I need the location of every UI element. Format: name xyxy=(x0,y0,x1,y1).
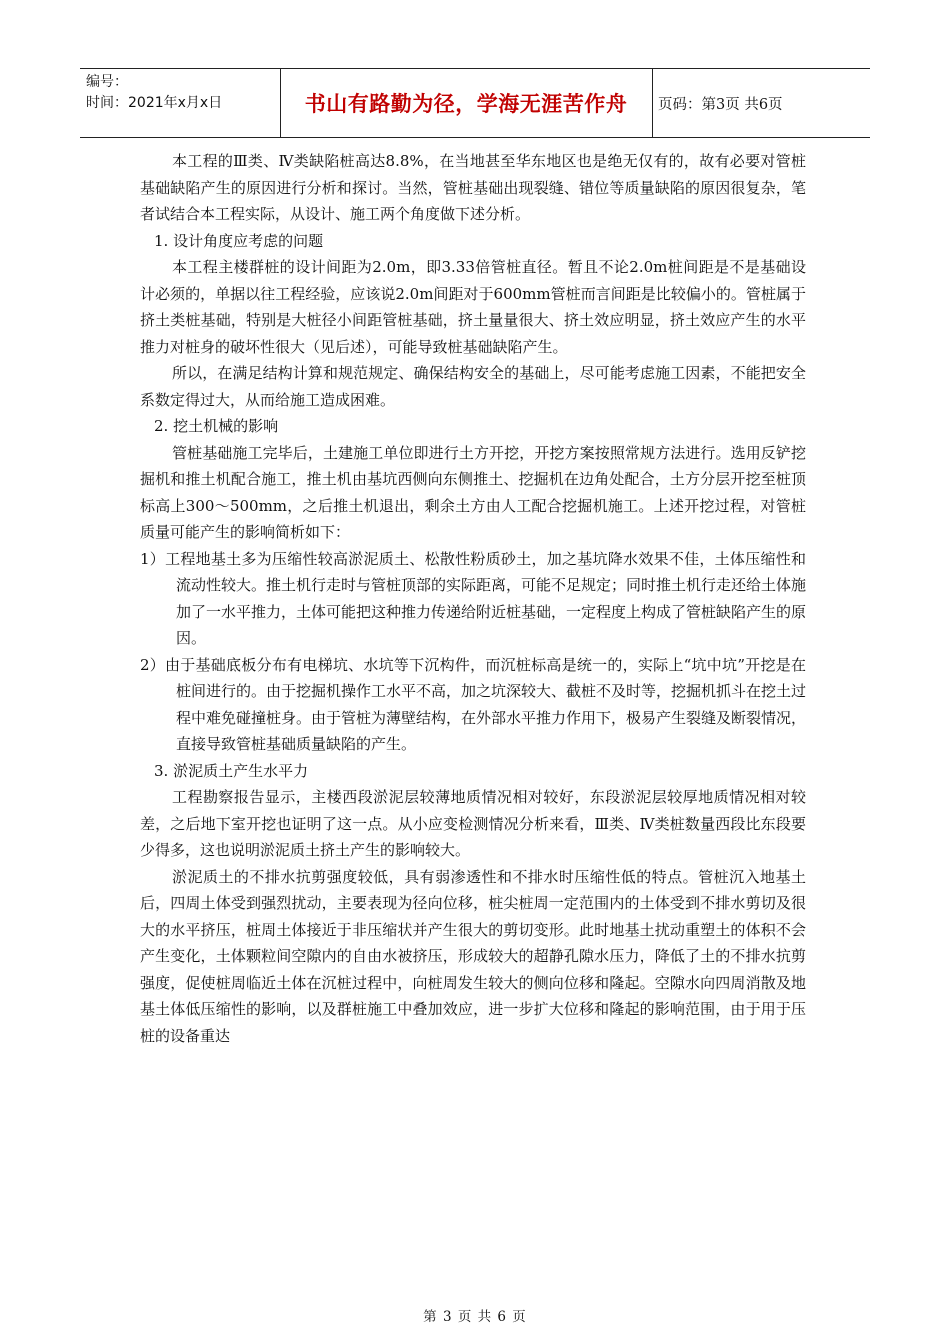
body-paragraph: 管桩基础施工完毕后，土建施工单位即进行土方开挖，开挖方案按照常规方法进行。选用反铲挖掘机和推土机配合施工，推土机由基坑西侧向东侧推土、挖掘机在边角处配合，土方分层开挖至桩顶标高上300～500mm，之后推土机退出，剩余土方由人工配合挖掘机施工。上述开挖过程，对管桩质量可能产生的影响简析如下： xyxy=(140,443,806,541)
document-number-label: 编号： xyxy=(86,74,128,90)
section-heading: 2. 挖土机械的影响 xyxy=(154,417,279,435)
section-heading: 1. 设计角度应考虑的问题 xyxy=(154,231,324,250)
section-heading: 3. 淤泥质土产生水平力 xyxy=(154,761,309,780)
document-body xyxy=(140,148,806,1049)
document-date-label: 时间：2021年x月x日 xyxy=(86,95,223,111)
header-motto: 书山有路勤为径，学海无涯苦作舟 xyxy=(304,92,628,116)
list-item: 2）由于基础底板分布有电梯坑、水坑等下沉构件，而沉桩标高是统一的，实际上“坑中坑”开挖是在桩间进行的。由于挖掘机操作工水平不高，加之坑深较大、截桩不及时等，挖掘机抓斗在挖土过程中难免碰撞桩身。由于管桩为薄壁结构，在外部水平推力作用下，极易产生裂缝及断裂情况，直接导致管桩基础质量缺陷的产生。 xyxy=(140,655,807,753)
page-footer: 第 3 页 共 6 页 xyxy=(423,1309,527,1325)
body-paragraph: 工程勘察报告显示，主楼西段淤泥层较薄地质情况相对较好，东段淤泥层较厚地质情况相对较差，之后地下室开挖也证明了这一点。从小应变检测情况分析来看，Ⅲ类、Ⅳ类桩数量西段比东段要少得多，这也说明淤泥质土挤土产生的影响较大。 xyxy=(140,788,806,859)
body-paragraph: 本工程的Ⅲ类、Ⅳ类缺陷桩高达8.8%，在当地甚至华东地区也是绝无仅有的，故有必要对管桩基础缺陷产生的原因进行分析和探讨。当然，管桩基础出现裂缝、错位等质量缺陷的原因很复杂，笔者试结合本工程实际，从设计、施工两个角度做下述分析。 xyxy=(140,152,806,223)
body-paragraph: 本工程主楼群桩的设计间距为2.0m，即3.33倍管桩直径。暂且不论2.0m桩间距是不是基础设计必须的，单据以往工程经验，应该说2.0m间距对于600mm管桩而言间距是比较偏小的。管桩属于挤土类桩基础，特别是大桩径小间距管桩基础，挤土量量很大、挤土效应明显，挤土效应产生的水平推力对桩身的破坏性很大（见后述），可能导致桩基础缺陷产生。 xyxy=(140,258,806,356)
header-meta xyxy=(86,72,281,114)
page-header xyxy=(80,68,870,138)
body-paragraph: 淤泥质土的不排水抗剪强度较低，具有弱渗透性和不排水时压缩性低的特点。管桩沉入地基土后，四周土体受到强烈扰动，主要表现为径向位移，桩尖桩周一定范围内的土体受到不排水剪切及很大的水平挤压，桩周土体接近于非压缩状并产生很大的剪切变形。此时地基土扰动重塑土的体积不会产生变化，土体颗粒间空隙内的自由水被挤压，形成较大的超静孔隙水压力，降低了土的不排水抗剪强度，促使桩周临近土体在沉桩过程中，向桩周发生较大的侧向位移和隆起。空隙水向四周消散及地基土体低压缩性的影响，以及群桩施工中叠加效应，进一步扩大位移和隆起的影响范围，由于用于压桩的设备重达 xyxy=(140,867,806,1045)
header-page-info: 页码：第3页 共6页 xyxy=(658,96,783,113)
body-paragraph: 所以，在满足结构计算和规范规定、确保结构安全的基础上，尽可能考虑施工因素，不能把安全系数定得过大，从而给施工造成困难。 xyxy=(140,364,806,409)
header-divider xyxy=(652,68,653,138)
list-item: 1）工程地基土多为压缩性较高淤泥质土、松散性粉质砂土，加之基坑降水效果不佳，土体压缩性和流动性较大。推土机行走时与管桩顶部的实际距离，可能不足规定；同时推土机行走还给土体施加了一水平推力，土体可能把这种推力传递给附近桩基础，一定程度上构成了管桩缺陷产生的原因。 xyxy=(140,549,807,647)
